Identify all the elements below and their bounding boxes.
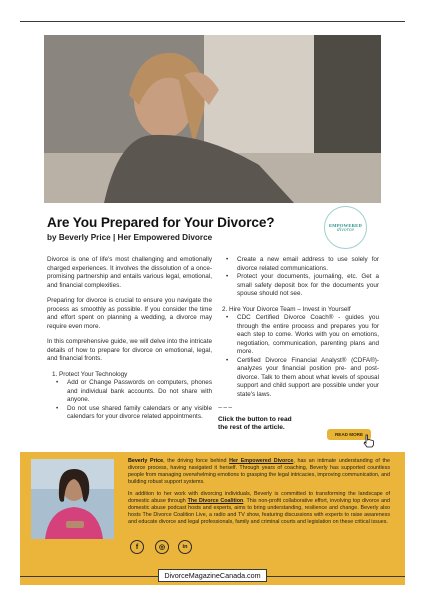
author-photo — [31, 459, 114, 539]
list-item: • Add or Change Passwords on computers, phones and individual bank accounts. Do not share with anyone. — [47, 379, 212, 405]
bio-paragraph-2 — [128, 491, 390, 526]
cursor-hand-icon — [362, 434, 375, 448]
guide-paragraph: In this comprehensive guide, we will delve into the intricate details of how to prepare for divorce on emotional, legal, and financial fronts. — [47, 338, 212, 362]
list-item: • CDC Certified Divorce Coach® - guides you through the entire process and prepares you for each step to come. Works with you on emotions, negotiation, communication, parenting plans and more. — [217, 314, 379, 357]
cta-line2: the rest of the article. — [218, 424, 285, 432]
read-more-prompt — [218, 416, 292, 433]
divorce-team-list — [217, 314, 379, 399]
section-heading-divorce-team: 2. Hire Your Divorce Team – Invest in Yourself — [222, 305, 351, 313]
article-title: Are You Prepared for Your Divorce? — [47, 215, 275, 230]
right-column — [217, 256, 379, 399]
list-item: • Certified Divorce Financial Analyst® (CDFA®)- analyzes your financial position pre- and post-divorce. Talk to them about what levels of spousal support and child support are possible under your state's laws. — [217, 357, 379, 400]
technology-list-continued — [217, 256, 379, 299]
author-bio-panel — [20, 452, 405, 585]
intro-paragraph: Divorce is one of life's most challenging and emotionally charged experiences. It involves the dissolution of a once-promising partnership and entails various legal, emotional, and financial complexities. — [47, 256, 212, 289]
logo-text-line1: EMPOWERED — [329, 222, 362, 228]
footer-site-link[interactable]: DivorceMagazineCanada.com — [158, 569, 267, 582]
bio-text-segment: , the driving force behind — [163, 458, 230, 464]
left-column — [47, 256, 212, 422]
bio-paragraph-1 — [128, 458, 390, 486]
author-bio-text — [128, 458, 390, 531]
technology-list — [47, 379, 212, 422]
facebook-icon[interactable]: f — [130, 540, 144, 554]
author-name: Beverly Price — [128, 458, 164, 464]
instagram-icon[interactable]: ◎ — [155, 540, 169, 554]
hero-photo — [44, 35, 381, 203]
linkedin-icon[interactable]: in — [178, 540, 192, 554]
article-byline: by Beverly Price | Her Empowered Divorce — [47, 233, 213, 242]
logo-text-line2: divorce — [336, 227, 355, 233]
top-rule — [20, 21, 405, 22]
bio-text-segment: . This non-profit collaborative effort, involving top divorce and domestic abuse podcast hosts and experts, aims to bring understanding, resilience and change. Beverly also hosts The Divorce Coalition Live, a radio and TV show, featuring discussions with experts to raise awareness and educate divorce and legal professionals, family and criminal courts and legislation on these critical issues. — [128, 498, 390, 525]
read-more-button[interactable]: READ MORE — [327, 429, 371, 440]
list-item: • Create a new email address to use solely for divorce related communications. — [217, 256, 379, 273]
list-item: • Do not use shared family calendars or any visible calendars for your divorce related appointments. — [47, 405, 212, 422]
bio-text-segment: , has an intimate understanding of the divorce process, having navigated it herself. Through years of coaching, Beverly has supported countless people from managing overwhelming emotions to grasping the legal intricacies, improving communication, and building robust support systems. — [128, 458, 390, 485]
preparation-paragraph: Preparing for divorce is crucial to ensure you navigate the process as smoothly as possible. If you consider the time and effort spent on planning a wedding, a divorce may require even more. — [47, 297, 212, 330]
divorce-coalition-link[interactable]: The Divorce Coalition — [187, 498, 244, 504]
section-divider: ~~~ — [218, 405, 234, 412]
bio-text-segment: In addition to her work with divorcing individuals, Beverly is committed to transforming the landscape of domestic abuse through — [128, 491, 390, 504]
her-empowered-divorce-logo — [324, 206, 367, 249]
list-item: • Protect your documents, journaling, etc. Get a small safety deposit box for the documents your spouse should not see. — [217, 273, 379, 299]
her-empowered-divorce-link[interactable]: Her Empowered Divorce — [229, 458, 294, 464]
section-heading-technology: 1. Protect Your Technology — [52, 370, 128, 378]
cta-line1: Click the button to read — [218, 416, 292, 423]
